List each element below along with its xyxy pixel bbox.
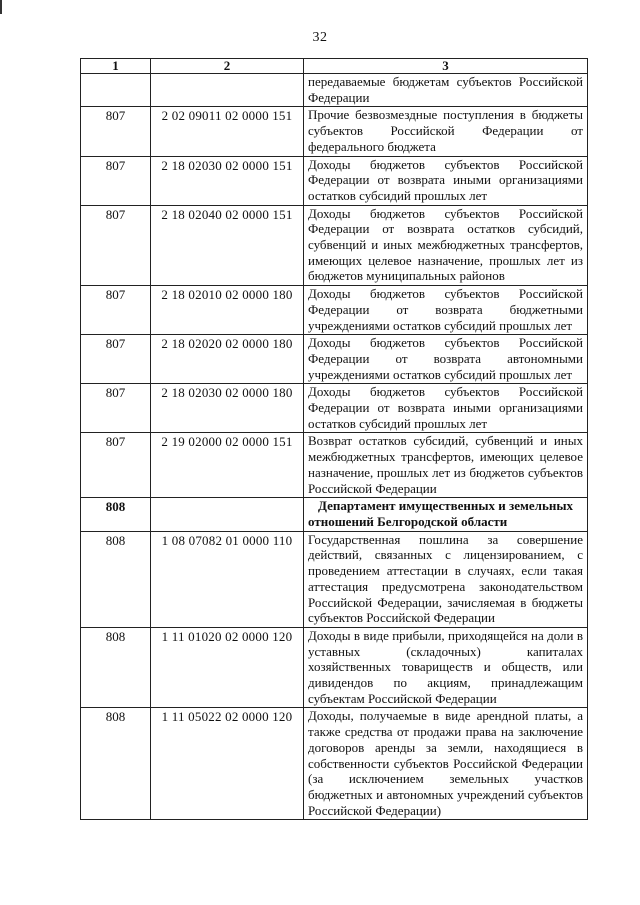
admin-code-cell: 807 bbox=[81, 335, 151, 384]
budget-classification-code-cell: 1 11 01020 02 0000 120 bbox=[151, 627, 304, 708]
budget-classification-code-cell: 2 18 02030 02 0000 180 bbox=[151, 384, 304, 433]
table-row bbox=[81, 205, 588, 286]
budget-classification-code-cell: 1 11 05022 02 0000 120 bbox=[151, 708, 304, 820]
revenue-description-cell: передаваемые бюджетам субъектов Российской Федерации bbox=[304, 74, 588, 107]
revenue-description-cell: Возврат остатков субсидий, субвенций и иных межбюджетных трансфертов, имеющих целевое назначение, прошлых лет из бюджетов субъектов Российской Федерации bbox=[304, 433, 588, 498]
column-header-3: 3 bbox=[304, 59, 588, 74]
column-header-2: 2 bbox=[151, 59, 304, 74]
page-number: 32 bbox=[312, 30, 328, 45]
revenue-description-cell: Доходы бюджетов субъектов Российской Федерации от возврата автономными учреждениями остатков субсидий прошлых лет bbox=[304, 335, 588, 384]
table-row bbox=[81, 627, 588, 708]
admin-code-cell: 807 bbox=[81, 433, 151, 498]
revenue-description-cell: Доходы бюджетов субъектов Российской Федерации от возврата бюджетными учреждениями остатков субсидий прошлых лет bbox=[304, 286, 588, 335]
budget-classification-code-cell: 2 18 02040 02 0000 151 bbox=[151, 205, 304, 286]
budget-classification-code-cell: 2 19 02000 02 0000 151 bbox=[151, 433, 304, 498]
budget-classification-code-cell: 2 18 02010 02 0000 180 bbox=[151, 286, 304, 335]
budget-classification-code-cell: 2 02 09011 02 0000 151 bbox=[151, 107, 304, 156]
scan-edge-mark bbox=[0, 0, 2, 14]
admin-code-cell: 808 bbox=[81, 498, 151, 531]
table-row bbox=[81, 286, 588, 335]
budget-classification-code-cell bbox=[151, 74, 304, 107]
table-row bbox=[81, 498, 588, 531]
budget-codes-table bbox=[80, 58, 588, 820]
admin-code-cell: 808 bbox=[81, 708, 151, 820]
revenue-description-cell: Доходы в виде прибыли, приходящейся на доли в уставных (складочных) капиталах хозяйственных товариществ и обществ, или дивидендов по акциям, принадлежащим субъектам Российской Федерации bbox=[304, 627, 588, 708]
admin-code-cell: 807 bbox=[81, 286, 151, 335]
budget-classification-code-cell bbox=[151, 498, 304, 531]
table-row bbox=[81, 74, 588, 107]
admin-code-cell: 807 bbox=[81, 107, 151, 156]
budget-classification-code-cell: 2 18 02020 02 0000 180 bbox=[151, 335, 304, 384]
column-header-1: 1 bbox=[81, 59, 151, 74]
revenue-description-cell: Доходы бюджетов субъектов Российской Федерации от возврата иными организациями остатков субсидий прошлых лет bbox=[304, 384, 588, 433]
revenue-description-cell: Государственная пошлина за совершение действий, связанных с лицензированием, с проведением аттестации в случаях, если такая аттестация предусмотрена законодательством Российской Федерации, зачисляемая в бюджеты субъектов Российской Федерации bbox=[304, 531, 588, 627]
admin-code-cell: 808 bbox=[81, 627, 151, 708]
admin-code-cell: 808 bbox=[81, 531, 151, 627]
table-row bbox=[81, 384, 588, 433]
table-header-row bbox=[81, 59, 588, 74]
revenue-description-cell: Доходы бюджетов субъектов Российской Федерации от возврата иными организациями остатков субсидий прошлых лет bbox=[304, 156, 588, 205]
table-body bbox=[81, 74, 588, 820]
budget-classification-code-cell: 1 08 07082 01 0000 110 bbox=[151, 531, 304, 627]
table-row bbox=[81, 107, 588, 156]
budget-classification-code-cell: 2 18 02030 02 0000 151 bbox=[151, 156, 304, 205]
table-row bbox=[81, 156, 588, 205]
table-row bbox=[81, 433, 588, 498]
admin-code-cell: 807 bbox=[81, 384, 151, 433]
table-row bbox=[81, 335, 588, 384]
admin-code-cell: 807 bbox=[81, 156, 151, 205]
admin-code-cell bbox=[81, 74, 151, 107]
revenue-description-cell: Прочие безвозмездные поступления в бюджеты субъектов Российской Федерации от федерального бюджета bbox=[304, 107, 588, 156]
table-row bbox=[81, 708, 588, 820]
revenue-description-cell: Доходы бюджетов субъектов Российской Федерации от возврата остатков субсидий, субвенций и иных межбюджетных трансфертов, имеющих целевое назначение, прошлых лет из бюджетов муниципальных районов bbox=[304, 205, 588, 286]
admin-code-cell: 807 bbox=[81, 205, 151, 286]
revenue-description-cell: Доходы, получаемые в виде арендной платы, а также средства от продажи права на заключение договоров аренды за земли, находящиеся в собственности субъектов Российской Федерации (за исключением земельных участков бюджетных и автономных учреждений субъектов Российской Федерации) bbox=[304, 708, 588, 820]
revenue-description-cell: Департамент имущественных и земельных отношений Белгородской области bbox=[304, 498, 588, 531]
table-row bbox=[81, 531, 588, 627]
